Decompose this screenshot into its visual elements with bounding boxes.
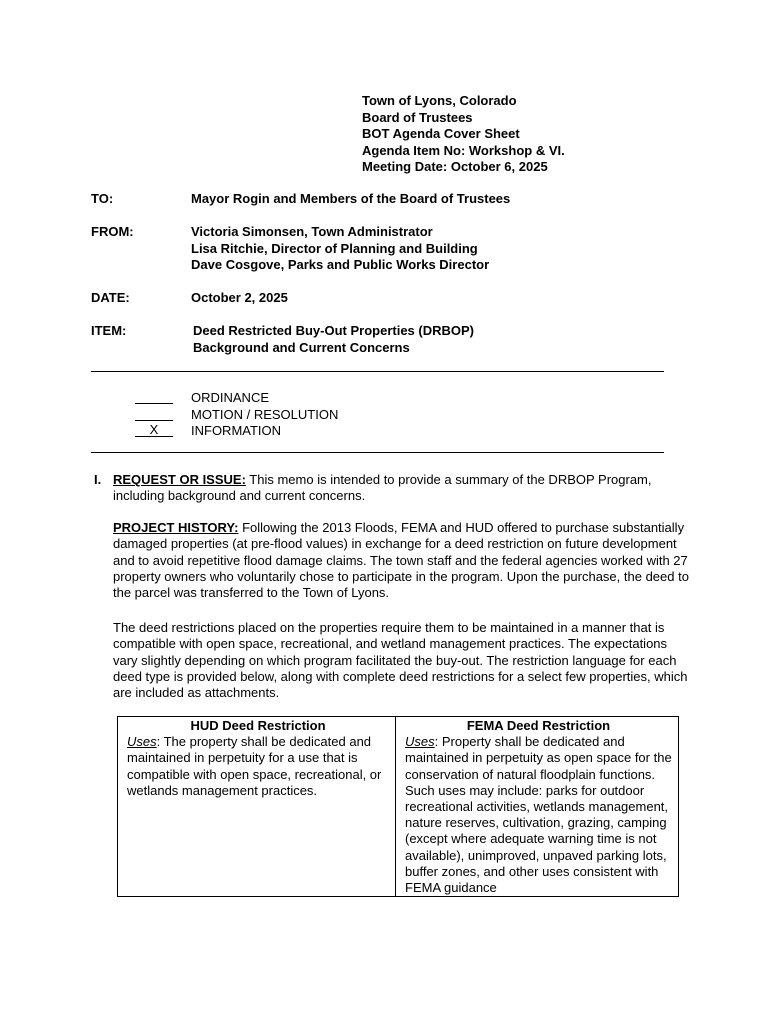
from-values	[191, 224, 489, 274]
hud-uses-label: Uses	[127, 734, 157, 750]
to-label: TO:	[91, 191, 114, 206]
agenda-header	[362, 93, 565, 176]
project-history-text: Following the 2013 Floods, FEMA and HUD offered to purchase substantially damaged properties (at pre-flood values) in exchange for a deed restriction on future development and to avoid repetitive flood damage claims. The town staff and the federal agencies worked with 27 property owners who voluntarily chose to participate in the program. Upon the purchase, the deed to the parcel was transferred to the Town of Lyons.	[113, 520, 689, 601]
deed-restrictions-paragraph: The deed restrictions placed on the properties require them to be maintained in a manner that is compatible with open space, recreational, and wetland management practices. The expectations vary slightly depending on which program facilitated the buy-out. The restriction language for each deed type is provided below, along with complete deed restrictions for a select few properties, which are included as attachments.	[113, 620, 688, 701]
hud-header: HUD Deed Restriction	[118, 717, 396, 735]
fema-header: FEMA Deed Restriction	[396, 717, 679, 735]
item-label: ITEM:	[91, 323, 127, 338]
section-request	[94, 472, 684, 505]
from-label: FROM:	[91, 224, 134, 239]
project-history-paragraph	[113, 520, 693, 601]
date-value: October 2, 2025	[191, 290, 288, 305]
divider-top	[91, 371, 664, 372]
fema-uses-label: Uses	[405, 734, 435, 750]
item-values	[193, 323, 474, 356]
from-public-works-director: Dave Cosgove, Parks and Public Works Director	[191, 257, 490, 272]
table-header-row	[118, 717, 679, 735]
hud-cell	[118, 734, 396, 897]
section-number: I.	[94, 472, 102, 487]
checklist-mark	[135, 407, 173, 421]
table-row	[118, 734, 679, 897]
checklist-mark: X	[135, 423, 173, 437]
header-sheet: BOT Agenda Cover Sheet	[362, 126, 520, 141]
header-agenda-item: Agenda Item No: Workshop & VI.	[362, 142, 565, 158]
request-text: This memo is intended to provide a summary of the DRBOP Program, including background and current concerns.	[113, 472, 652, 504]
header-meeting-date: Meeting Date: October 6, 2025	[362, 159, 548, 174]
checklist-mark	[135, 390, 173, 404]
checklist-label: INFORMATION	[191, 423, 282, 438]
date-label: DATE:	[91, 290, 130, 305]
from-planning-director: Lisa Ritchie, Director of Planning and Building	[191, 240, 478, 256]
from-administrator: Victoria Simonsen, Town Administrator	[191, 224, 433, 239]
divider-bottom	[91, 452, 664, 453]
item-title: Deed Restricted Buy-Out Properties (DRBOP)	[193, 323, 474, 338]
request-heading: REQUEST OR ISSUE:	[113, 472, 246, 487]
to-value: Mayor Rogin and Members of the Board of Trustees	[191, 191, 511, 206]
request-paragraph	[94, 472, 684, 505]
checklist-label: ORDINANCE	[191, 390, 270, 405]
checklist-label: MOTION / RESOLUTION	[191, 406, 339, 422]
item-subtitle: Background and Current Concerns	[193, 339, 410, 355]
hud-text: : The property shall be dedicated and maintained in perpetuity for a use that is compatible with open space, recreational, or wetlands management practices.	[127, 734, 382, 798]
header-town: Town of Lyons, Colorado	[362, 93, 517, 108]
deed-restriction-table	[117, 716, 679, 897]
fema-text: : Property shall be dedicated and maintained in perpetuity as open space for the conservation of natural floodplain functions. Such uses may include: parks for outdoor recreational activities, wetlands management, nature reserves, cultivation, grazing, camping (except where adequate warning time is not available), unimproved, unpaved parking lots, buffer zones, and other uses consistent with FEMA guidance	[405, 734, 672, 896]
fema-cell	[396, 734, 679, 897]
header-board: Board of Trustees	[362, 109, 473, 125]
project-history-heading: PROJECT HISTORY:	[113, 520, 239, 535]
